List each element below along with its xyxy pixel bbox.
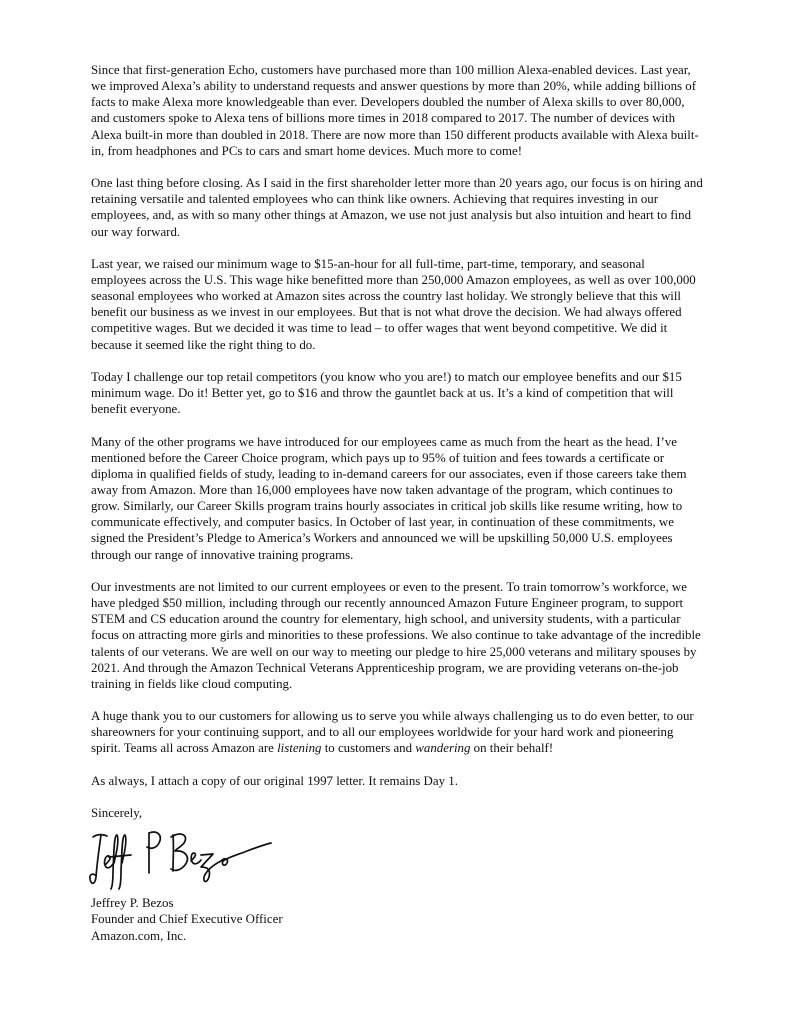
- handwritten-signature: [87, 825, 277, 891]
- signer-name: Jeffrey P. Bezos: [91, 896, 174, 911]
- thanks-text-1: A huge thank you to our customers for allowing us to serve you while always challenging us to do even better, to our shareowners for your continuing support, and to all our employees worldwide for your hard work and pioneering spirit. Teams all across Amazon are: [91, 709, 694, 756]
- paragraph-minimum-wage: Last year, we raised our minimum wage to $15-an-hour for all full-time, part-time, temporary, and seasonal employees across the U.S. This wage hike benefitted more than 250,000 Amazon employees, as well as over 100,000 seasonal employees who worked at Amazon sites across the country last holiday. We strongly believe that this will benefit our business as we invest in our employees. But that is not what drove the decision. We had always offered competitive wages. But we decided it was time to lead – to offer wages that went beyond competitive. We did it because it seemed like the right thing to do.: [91, 256, 696, 352]
- thanks-text-2: to customers and: [321, 741, 416, 756]
- paragraph-investments: Our investments are not limited to our current employees or even to the present. To train tomorrow’s workforce, we have pledged $50 million, including through our recently announced Amazon Future Engineer program, to support STEM and CS education around the country for elementary, high school, and university students, with a particular focus on attracting more girls and minorities to these professions. We also continue to take advantage of the incredible talents of our veterans. We are well on our way to meeting our pledge to hire 25,000 veterans and military spouses by 2021. And through the Amazon Technical Veterans Apprenticeship program, we are providing veterans on-the-job training in fields like cloud computing.: [91, 579, 701, 691]
- paragraph-thanks: [91, 708, 703, 756]
- thanks-text-3: on their behalf!: [470, 741, 554, 756]
- paragraph-challenge: Today I challenge our top retail competitors (you know who you are!) to match our employee benefits and our $15 minimum wage. Do it! Better yet, go to $16 and throw the gauntlet back at us. It’s a kind of competition that will benefit everyone.: [91, 369, 682, 417]
- thanks-italic-wandering: wandering: [415, 741, 471, 756]
- paragraph-programs: Many of the other programs we have introduced for our employees came as much from the heart as the head. I’ve mentioned before the Career Choice program, which pays up to 95% of tuition and fees towards a certificate or diploma in qualified fields of study, leading to in-demand careers for our associates, even if those careers take them away from Amazon. More than 16,000 employees have now taken advantage of the program, which continues to grow. Similarly, our Career Skills program trains hourly associates in critical job skills like resume writing, how to communicate effectively, and computer basics. In October of last year, in continuation of these commitments, we signed the President’s Pledge to America’s Workers and announced we will be upskilling 50,000 U.S. employees through our range of innovative training programs.: [91, 434, 687, 562]
- thanks-italic-listening: listening: [277, 741, 322, 756]
- paragraph-closing-thought: One last thing before closing. As I said in the first shareholder letter more than 20 years ago, our focus is on hiring and retaining versatile and talented employees who can think like owners. Achieving that requires investing in our employees, and, as with so many other things at Amazon, we use not just analysis but also intuition and heart to find our way forward.: [91, 176, 703, 239]
- signer-company: Amazon.com, Inc.: [91, 928, 187, 943]
- paragraph-attachment-note: As always, I attach a copy of our original 1997 letter. It remains Day 1.: [91, 773, 458, 788]
- signer-title: Founder and Chief Executive Officer: [91, 912, 283, 927]
- paragraph-alexa: Since that first-generation Echo, customers have purchased more than 100 million Alexa-enabled devices. Last year, we improved Alexa’s ability to understand requests and answer questions by more than 20%, while adding billions of facts to make Alexa more knowledgeable than ever. Developers doubled the number of Alexa skills to over 80,000, and customers spoke to Alexa tens of billions more times in 2018 compared to 2017. The number of devices with Alexa built-in more than doubled in 2018. There are now more than 150 different products available with Alexa built-in, from headphones and PCs to cars and smart home devices. Much more to come!: [91, 63, 699, 158]
- signature-block: [91, 895, 703, 943]
- closing-salutation: Sincerely,: [91, 806, 143, 821]
- letter-page: [91, 62, 703, 944]
